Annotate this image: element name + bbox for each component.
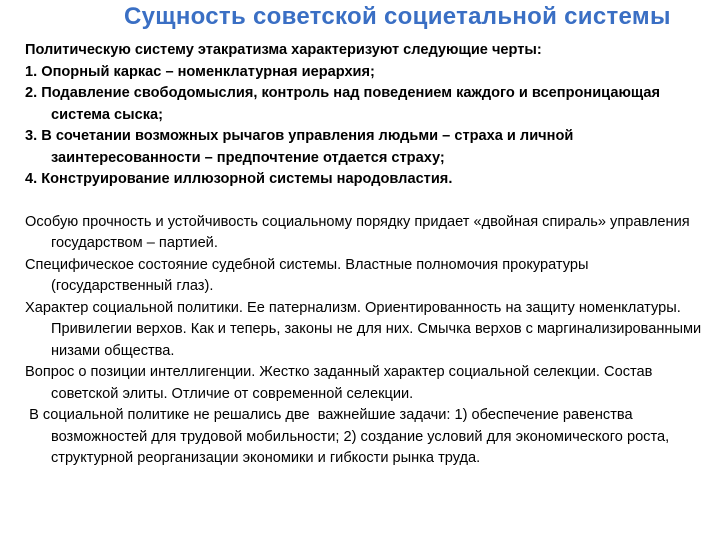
paragraph-judicial-system: Специфическое состояние судебной системы. Властные полномочия прокуратуры (государственный глаз).: [25, 256, 589, 294]
feature-item-4: 4. Конструирование иллюзорной системы народовластия.: [25, 171, 453, 187]
paragraph-intelligentsia: Вопрос о позиции интеллигенции. Жестко заданный характер социальной селекции. Состав советской элиты. Отличие от современной селекции.: [25, 364, 653, 402]
feature-item-3: 3. В сочетании возможных рычагов управления людьми – страха и личной заинтересованности – предпочтение отдается страху;: [25, 128, 574, 166]
intro-line: Политическую систему этакратизма характеризуют следующие черты:: [25, 42, 542, 58]
slide-body: [25, 40, 710, 470]
feature-item-2: 2. Подавление свободомыслия, контроль над поведением каждого и всепроницающая система сыска;: [25, 85, 661, 123]
slide-title: Сущность советской социетальной системы: [124, 3, 671, 30]
paragraph-double-spiral: Особую прочность и устойчивость социальному порядку придает «двойная спираль» управления государством – партией.: [25, 213, 690, 251]
paragraph-social-policy: Характер социальной политики. Ее патернализм. Ориентированность на защиту номенклатуры. Привилегии верхов. Как и теперь, законы не для них. Смычка верхов с маргинализированными низами общества.: [25, 299, 702, 359]
paragraph-unsolved-tasks: В социальной политике не решались две важнейшие задачи: 1) обеспечение равенства возможностей для трудовой мобильности; 2) создание условий для экономического роста, структурной реорганизации экономики и гибкости рынка труда.: [25, 407, 674, 466]
section-gap: [25, 191, 710, 212]
feature-item-1: 1. Опорный каркас – номенклатурная иерархия;: [25, 63, 375, 80]
